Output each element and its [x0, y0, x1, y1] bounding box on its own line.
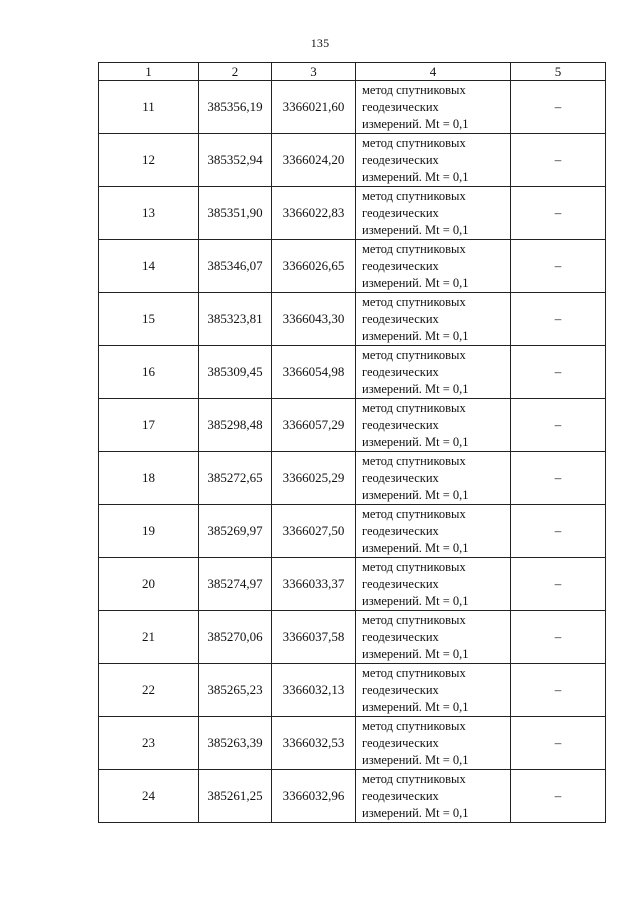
note-cell: – [511, 505, 606, 558]
point-number-cell: 13 [99, 187, 199, 240]
method-text-line: геодезических [362, 417, 439, 432]
method-text-line: геодезических [362, 152, 439, 167]
method-text-line: измерений. Mt = 0,1 [362, 275, 469, 290]
method-text-line: измерений. Mt = 0,1 [362, 593, 469, 608]
method-text-line: метод спутниковых [362, 771, 466, 786]
method-cell [356, 664, 511, 717]
table-row [99, 664, 606, 717]
y-coordinate-cell: 3366057,29 [272, 399, 356, 452]
method-text-line: измерений. Mt = 0,1 [362, 222, 469, 237]
method-text-line: измерений. Mt = 0,1 [362, 381, 469, 396]
method-cell [356, 770, 511, 823]
point-number-cell: 23 [99, 717, 199, 770]
method-text-line: геодезических [362, 576, 439, 591]
method-text-line: геодезических [362, 629, 439, 644]
method-cell [356, 452, 511, 505]
table-header [99, 63, 606, 81]
table-row [99, 399, 606, 452]
note-cell: – [511, 611, 606, 664]
y-coordinate-cell: 3366032,13 [272, 664, 356, 717]
note-cell: – [511, 346, 606, 399]
note-cell: – [511, 399, 606, 452]
y-coordinate-cell: 3366032,96 [272, 770, 356, 823]
note-cell: – [511, 558, 606, 611]
method-cell [356, 187, 511, 240]
method-text-line: метод спутниковых [362, 400, 466, 415]
method-text-line: геодезических [362, 523, 439, 538]
x-coordinate-cell: 385263,39 [199, 717, 272, 770]
column-header-1: 1 [99, 63, 199, 81]
note-cell: – [511, 452, 606, 505]
x-coordinate-cell: 385323,81 [199, 293, 272, 346]
method-text-line: измерений. Mt = 0,1 [362, 646, 469, 661]
x-coordinate-cell: 385261,25 [199, 770, 272, 823]
column-header-3: 3 [272, 63, 356, 81]
x-coordinate-cell: 385356,19 [199, 81, 272, 134]
method-text-line: метод спутниковых [362, 665, 466, 680]
table-row [99, 346, 606, 399]
method-text-line: измерений. Mt = 0,1 [362, 434, 469, 449]
note-cell: – [511, 664, 606, 717]
method-text-line: метод спутниковых [362, 82, 466, 97]
method-cell [356, 134, 511, 187]
point-number-cell: 11 [99, 81, 199, 134]
table-row [99, 240, 606, 293]
point-number-cell: 14 [99, 240, 199, 293]
method-cell [356, 240, 511, 293]
y-coordinate-cell: 3366037,58 [272, 611, 356, 664]
note-cell: – [511, 770, 606, 823]
table-row [99, 134, 606, 187]
point-number-cell: 22 [99, 664, 199, 717]
coordinates-table [98, 62, 606, 823]
method-text-line: геодезических [362, 99, 439, 114]
method-text-line: геодезических [362, 311, 439, 326]
y-coordinate-cell: 3366043,30 [272, 293, 356, 346]
y-coordinate-cell: 3366027,50 [272, 505, 356, 558]
table-row [99, 452, 606, 505]
x-coordinate-cell: 385352,94 [199, 134, 272, 187]
x-coordinate-cell: 385272,65 [199, 452, 272, 505]
point-number-cell: 21 [99, 611, 199, 664]
method-cell [356, 611, 511, 664]
method-text-line: измерений. Mt = 0,1 [362, 752, 469, 767]
method-text-line: геодезических [362, 788, 439, 803]
note-cell: – [511, 187, 606, 240]
x-coordinate-cell: 385309,45 [199, 346, 272, 399]
page-number: 135 [310, 36, 330, 50]
table-row [99, 81, 606, 134]
point-number-cell: 24 [99, 770, 199, 823]
table-row [99, 505, 606, 558]
method-text-line: измерений. Mt = 0,1 [362, 540, 469, 555]
method-text-line: метод спутниковых [362, 188, 466, 203]
note-cell: – [511, 717, 606, 770]
x-coordinate-cell: 385351,90 [199, 187, 272, 240]
method-text-line: геодезических [362, 364, 439, 379]
method-text-line: метод спутниковых [362, 241, 466, 256]
table-row [99, 187, 606, 240]
x-coordinate-cell: 385270,06 [199, 611, 272, 664]
y-coordinate-cell: 3366022,83 [272, 187, 356, 240]
note-cell: – [511, 81, 606, 134]
table-row [99, 770, 606, 823]
method-text-line: метод спутниковых [362, 347, 466, 362]
point-number-cell: 18 [99, 452, 199, 505]
method-cell [356, 505, 511, 558]
point-number-cell: 20 [99, 558, 199, 611]
method-text-line: геодезических [362, 205, 439, 220]
y-coordinate-cell: 3366026,65 [272, 240, 356, 293]
point-number-cell: 17 [99, 399, 199, 452]
point-number-cell: 16 [99, 346, 199, 399]
point-number-cell: 12 [99, 134, 199, 187]
column-header-2: 2 [199, 63, 272, 81]
table-row [99, 293, 606, 346]
note-cell: – [511, 293, 606, 346]
point-number-cell: 19 [99, 505, 199, 558]
method-text-line: метод спутниковых [362, 294, 466, 309]
method-text-line: геодезических [362, 682, 439, 697]
method-cell [356, 346, 511, 399]
method-text-line: метод спутниковых [362, 559, 466, 574]
point-number-cell: 15 [99, 293, 199, 346]
y-coordinate-cell: 3366032,53 [272, 717, 356, 770]
method-text-line: метод спутниковых [362, 135, 466, 150]
method-text-line: геодезических [362, 258, 439, 273]
y-coordinate-cell: 3366021,60 [272, 81, 356, 134]
method-text-line: измерений. Mt = 0,1 [362, 169, 469, 184]
x-coordinate-cell: 385274,97 [199, 558, 272, 611]
column-header-5: 5 [511, 63, 606, 81]
method-cell [356, 717, 511, 770]
method-cell [356, 399, 511, 452]
method-text-line: измерений. Mt = 0,1 [362, 699, 469, 714]
method-text-line: измерений. Mt = 0,1 [362, 805, 469, 820]
y-coordinate-cell: 3366054,98 [272, 346, 356, 399]
table-row [99, 717, 606, 770]
method-cell [356, 293, 511, 346]
method-cell [356, 81, 511, 134]
note-cell: – [511, 240, 606, 293]
column-header-4: 4 [356, 63, 511, 81]
y-coordinate-cell: 3366025,29 [272, 452, 356, 505]
x-coordinate-cell: 385346,07 [199, 240, 272, 293]
table-row [99, 611, 606, 664]
method-text-line: измерений. Mt = 0,1 [362, 487, 469, 502]
method-text-line: метод спутниковых [362, 718, 466, 733]
note-cell: – [511, 134, 606, 187]
header-row [99, 63, 606, 81]
method-text-line: метод спутниковых [362, 612, 466, 627]
y-coordinate-cell: 3366024,20 [272, 134, 356, 187]
y-coordinate-cell: 3366033,37 [272, 558, 356, 611]
table-row [99, 558, 606, 611]
table-body [99, 81, 606, 823]
method-text-line: метод спутниковых [362, 453, 466, 468]
method-cell [356, 558, 511, 611]
method-text-line: измерений. Mt = 0,1 [362, 116, 469, 131]
method-text-line: геодезических [362, 470, 439, 485]
method-text-line: геодезических [362, 735, 439, 750]
x-coordinate-cell: 385265,23 [199, 664, 272, 717]
method-text-line: метод спутниковых [362, 506, 466, 521]
x-coordinate-cell: 385298,48 [199, 399, 272, 452]
x-coordinate-cell: 385269,97 [199, 505, 272, 558]
method-text-line: измерений. Mt = 0,1 [362, 328, 469, 343]
